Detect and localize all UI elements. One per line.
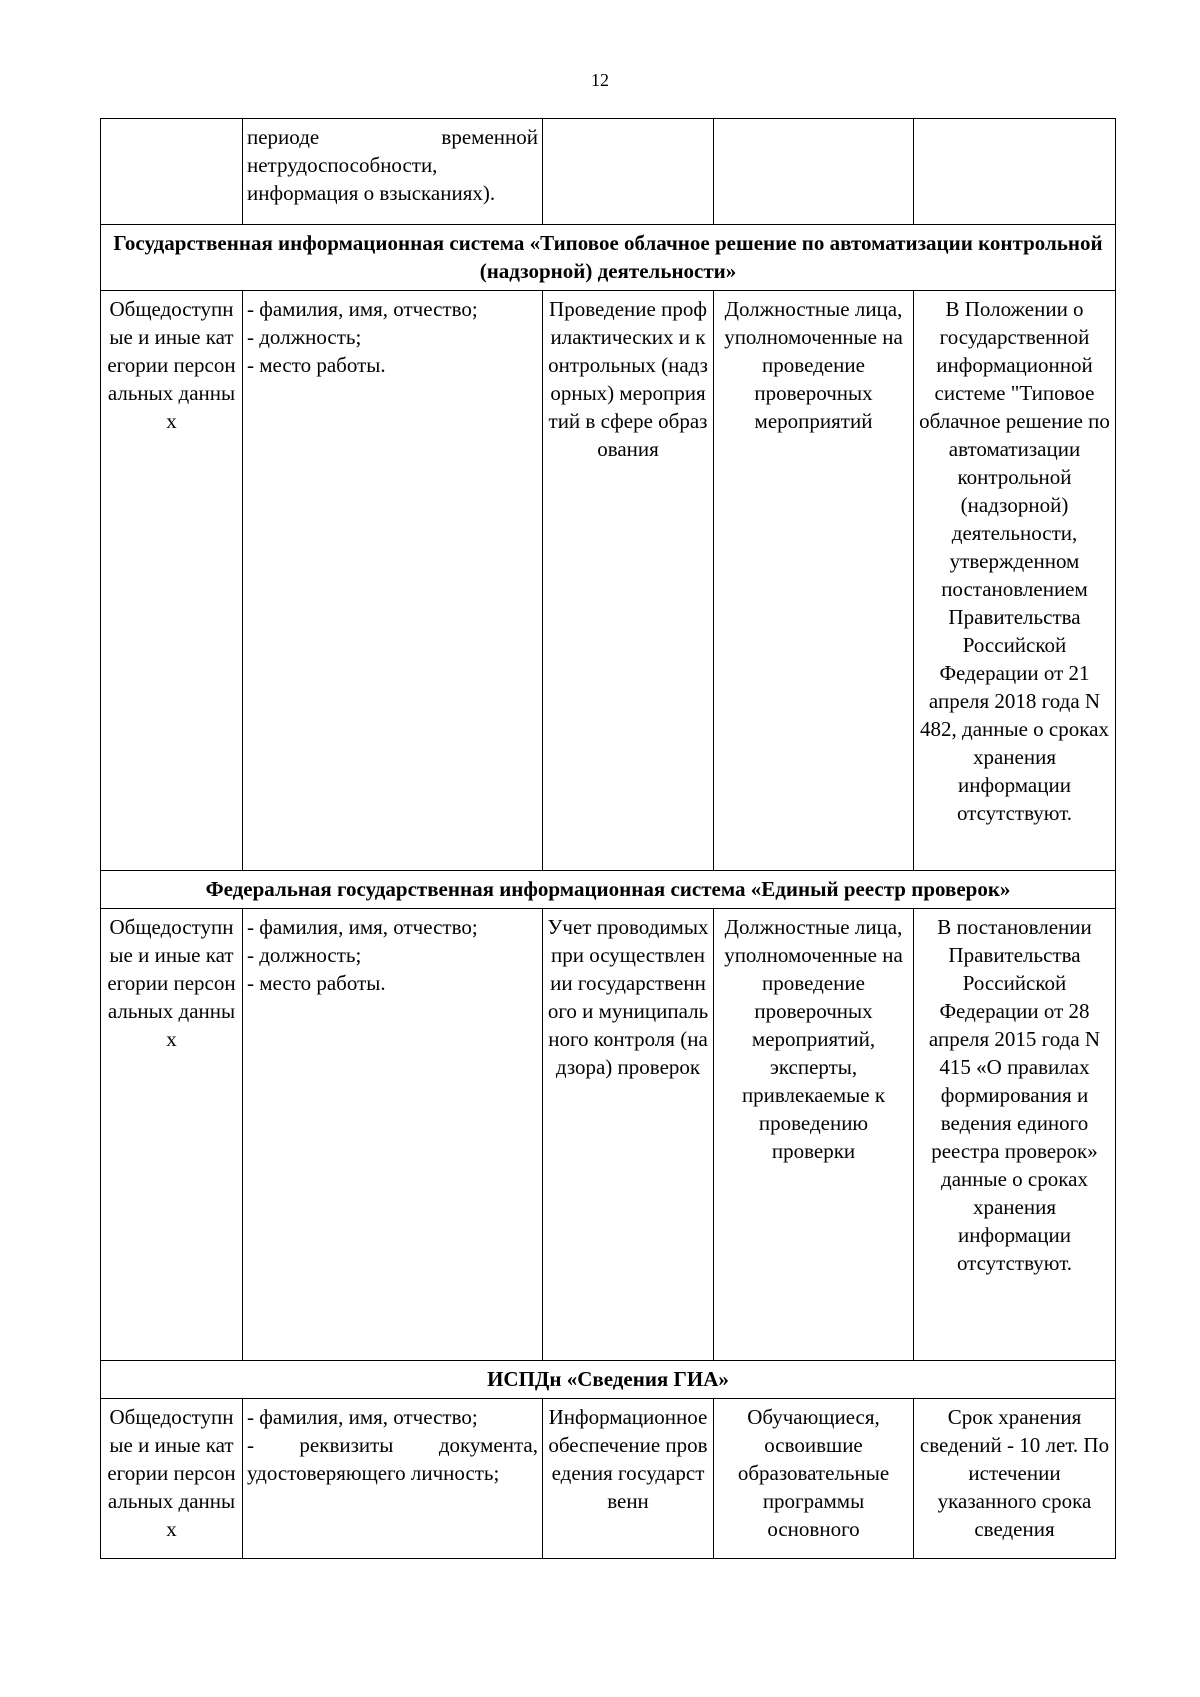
cell-retention: Срок хранения сведений - 10 лет. По истечении указанного срока сведения bbox=[914, 1399, 1116, 1559]
table-row bbox=[101, 1399, 1116, 1559]
cell-personal-data bbox=[243, 909, 543, 1361]
cell-purpose: Учет проводимых при осуществлении государственного и муниципального контроля (надзора) проверок bbox=[543, 909, 714, 1361]
cell-personal-data bbox=[243, 119, 543, 225]
page-number: 12 bbox=[591, 70, 609, 90]
text-line: нетрудоспособности, bbox=[247, 153, 438, 177]
cell-purpose: Информационное обеспечение проведения государственн bbox=[543, 1399, 714, 1559]
text-line: информация о взысканиях). bbox=[247, 181, 496, 205]
text-line: - должность; bbox=[247, 325, 362, 349]
cell-subjects: Обучающиеся, освоившие образовательные программы основного bbox=[714, 1399, 914, 1559]
text-line: - место работы. bbox=[247, 971, 386, 995]
text-line: - фамилия, имя, отчество; bbox=[247, 297, 478, 321]
cell-retention: В Положении о государственной информационной системе "Типовое облачное решение по автоматизации контрольной (надзорной) деятельности, утвержденном постановлением Правительства Российской Федерации от 21 апреля 2018 года N 482, данные о сроках хранения информации отсутствуют. bbox=[914, 291, 1116, 871]
section-header-row bbox=[101, 1361, 1116, 1399]
table-row bbox=[101, 291, 1116, 871]
text-line: - фамилия, имя, отчество; bbox=[247, 1405, 478, 1429]
cell-subjects: Должностные лица, уполномоченные на проведение проверочных мероприятий bbox=[714, 291, 914, 871]
section-header-row bbox=[101, 225, 1116, 291]
text-line: - реквизиты документа, удостоверяющего личность; bbox=[247, 1433, 538, 1485]
cell-category: Общедоступные и иные категории персональных данных bbox=[101, 1399, 243, 1559]
table-row bbox=[101, 909, 1116, 1361]
table-row-continuation bbox=[101, 119, 1116, 225]
text-line: - место работы. bbox=[247, 353, 386, 377]
data-table bbox=[100, 118, 1116, 1559]
section-header-row bbox=[101, 871, 1116, 909]
cell-personal-data bbox=[243, 1399, 543, 1559]
text-line: периоде временной bbox=[247, 125, 538, 149]
cell-category: Общедоступные и иные категории персональных данных bbox=[101, 291, 243, 871]
cell-empty bbox=[714, 119, 914, 225]
section-title: Федеральная государственная информационная система «Единый реестр проверок» bbox=[101, 871, 1116, 909]
cell-empty bbox=[543, 119, 714, 225]
cell-empty bbox=[914, 119, 1116, 225]
cell-category: Общедоступные и иные категории персональных данных bbox=[101, 909, 243, 1361]
section-title: Государственная информационная система «Типовое облачное решение по автоматизации контрольной (надзорной) деятельности» bbox=[101, 225, 1116, 291]
cell-retention: В постановлении Правительства Российской Федерации от 28 апреля 2015 года N 415 «О правилах формирования и ведения единого реестра проверок» данные о сроках хранения информации отсутствуют. bbox=[914, 909, 1116, 1361]
text-line: - фамилия, имя, отчество; bbox=[247, 915, 478, 939]
cell-purpose: Проведение профилактических и контрольных (надзорных) мероприятий в сфере образования bbox=[543, 291, 714, 871]
cell-subjects: Должностные лица, уполномоченные на проведение проверочных мероприятий, эксперты, привлекаемые к проведению проверки bbox=[714, 909, 914, 1361]
section-title: ИСПДн «Сведения ГИА» bbox=[101, 1361, 1116, 1399]
cell-personal-data bbox=[243, 291, 543, 871]
cell-empty bbox=[101, 119, 243, 225]
text-line: - должность; bbox=[247, 943, 362, 967]
